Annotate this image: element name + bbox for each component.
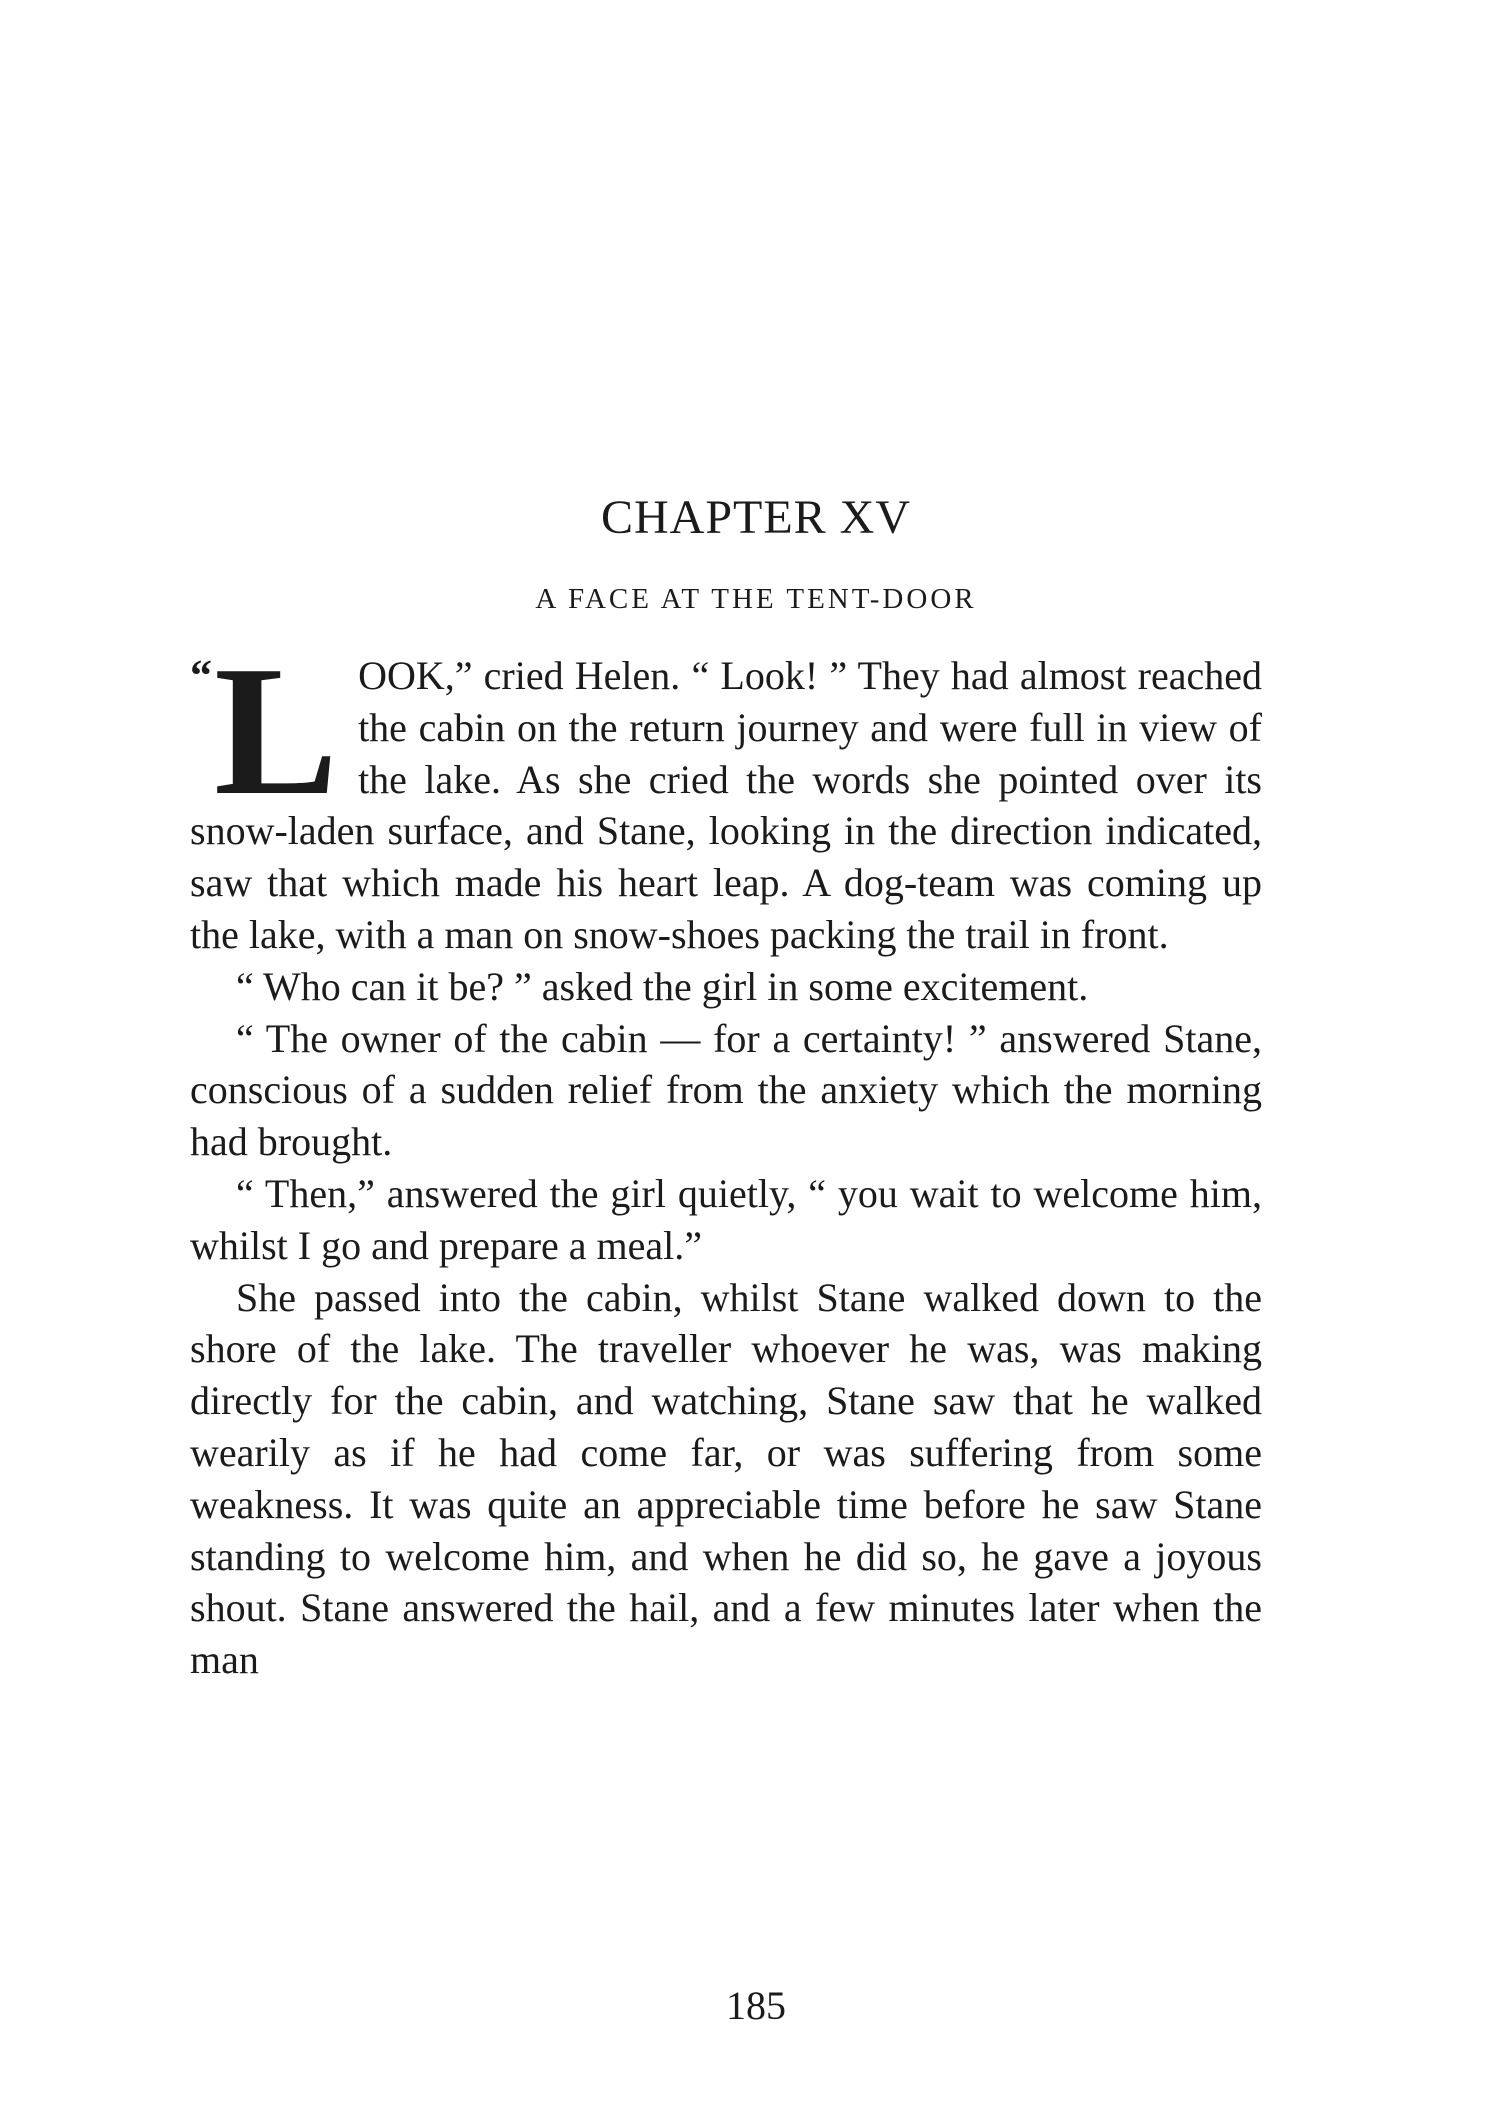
drop-cap: L xyxy=(214,628,339,834)
paragraph-2: “ Who can it be? ” asked the girl in some excitement. xyxy=(236,963,1089,1009)
chapter-title: CHAPTER XV xyxy=(600,491,912,544)
paragraph-3: “ The owner of the cabin — for a certainty! ” answered Stane, conscious of a sudden relief from the anxiety which the morning had brought. xyxy=(190,1015,1262,1165)
opening-paragraph xyxy=(190,628,1262,961)
opening-paragraph-text: OOK,” cried Helen. “ Look! ” They had almost reached the cabin on the return journey and were full in view of the lake. As she cried the words she pointed over its snow-laden surface, and Stane, looking in the direction indicated, saw that which made his heart leap. A dog-team was coming up the lake, with a man on snow-shoes packing the trail in front. xyxy=(190,653,1262,957)
opening-quote-mark: “ xyxy=(190,651,212,700)
page-number: 185 xyxy=(726,1983,786,2028)
paragraph-4: “ Then,” answered the girl quietly, “ you wait to welcome him, whilst I go and prepare a meal.” xyxy=(190,1170,1262,1268)
chapter-subtitle: A FACE AT THE TENT-DOOR xyxy=(535,583,977,615)
paragraph-5: She passed into the cabin, whilst Stane walked down to the shore of the lake. The traveller whoever he was, was making directly for the cabin, and watching, Stane saw that he walked wearily as if he had come far, or was suffering from some weakness. It was quite an appreciable time before he saw Stane standing to welcome him, and when he did so, he gave a joyous shout. Stane answered the hail, and a few minutes later when the man xyxy=(190,1274,1262,1683)
body-text xyxy=(190,628,1262,1686)
